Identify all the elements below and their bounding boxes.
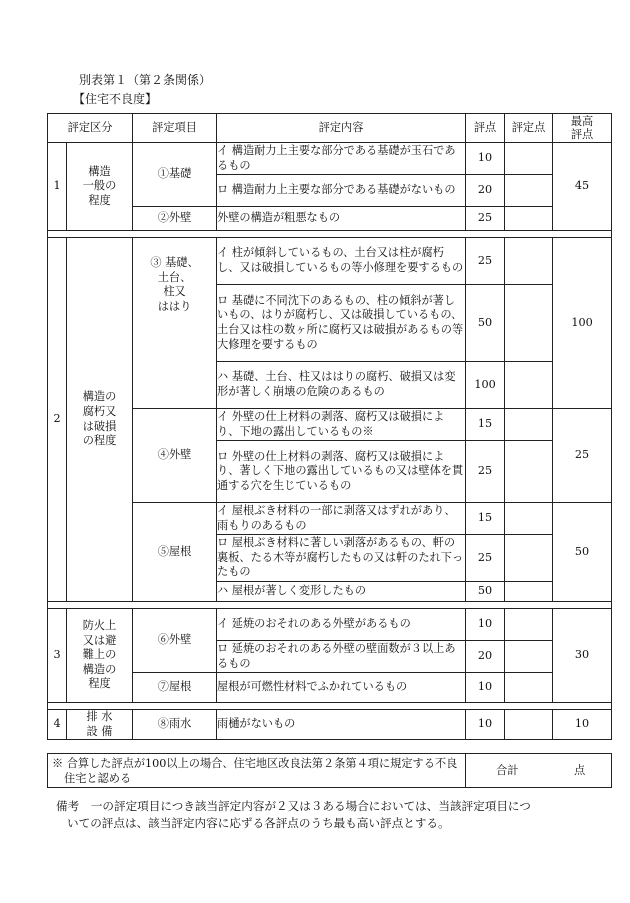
document-heading: 別表第１（第２条関係）	[79, 73, 212, 87]
header-rated-score: 評定点	[505, 114, 553, 143]
item-label: ⑧雨水	[133, 710, 217, 740]
item-label: ④外壁	[133, 409, 217, 503]
content-cell: ロ 外壁の仕上材料の剥落、腐朽又は破損により、著しく下地の露出しているもの又は壁体を貫通する穴を生じているもの	[217, 441, 466, 503]
header-max-score: 最高 評点	[553, 114, 612, 143]
max-score-cell: 100	[553, 238, 612, 409]
table-row	[48, 409, 612, 441]
total-label: 合計	[496, 764, 519, 777]
rated-score-cell	[505, 609, 553, 641]
score-cell: 25	[466, 238, 505, 285]
rated-score-cell	[505, 207, 553, 231]
remark-line-1: 備考 一の評定項目につき該当評定内容が２又は３ある場合においては、当該評定項目につ	[56, 799, 531, 813]
score-cell: 50	[466, 582, 505, 602]
content-cell: ロ 屋根ぶき材料に著しい剥落があるもの、軒の裏板、たる木等が腐朽したもの又は軒のたれ下ったもの	[217, 535, 466, 582]
max-score-cell: 30	[553, 609, 612, 703]
content-cell: イ 外壁の仕上材料の剥落、腐朽又は破損により、下地の露出しているもの※	[217, 409, 466, 441]
rated-score-cell	[505, 503, 553, 535]
category-number: 2	[48, 238, 67, 602]
section-gap	[48, 703, 612, 710]
item-label: ①基礎	[133, 143, 217, 207]
rated-score-cell	[505, 143, 553, 175]
category-label: 排 水 設 備	[67, 710, 133, 740]
content-cell: 外壁の構造が粗悪なもの	[217, 207, 466, 231]
rated-score-cell	[505, 582, 553, 602]
content-cell: ロ 基礎に不同沈下のあるもの、柱の傾斜が著しいもの、はりが腐朽し、又は破損しているもの、土台又は柱の数ヶ所に腐朽又は破損があるもの等大修理を要するもの	[217, 285, 466, 362]
content-cell: 雨樋がないもの	[217, 710, 466, 740]
rated-score-cell	[505, 673, 553, 703]
table-row	[48, 673, 612, 703]
score-cell: 10	[466, 143, 505, 175]
remark-block	[56, 798, 616, 831]
item-label: ⑥外壁	[133, 609, 217, 673]
score-cell: 25	[466, 535, 505, 582]
category-number: 4	[48, 710, 67, 740]
content-cell: ハ 基礎、土台、柱又ははりの腐朽、破損又は変形が著しく崩壊の危険のあるもの	[217, 362, 466, 409]
item-label: ②外壁	[133, 207, 217, 231]
rated-score-cell	[505, 362, 553, 409]
max-score-cell: 10	[553, 710, 612, 740]
content-cell: イ 屋根ぶき材料の一部に剥落又はずれがあり、雨もりのあるもの	[217, 503, 466, 535]
category-number: 3	[48, 609, 67, 703]
rated-score-cell	[505, 285, 553, 362]
header-score: 評点	[466, 114, 505, 143]
content-cell: イ 延焼のおそれのある外壁があるもの	[217, 609, 466, 641]
table-row	[48, 238, 612, 285]
max-score-cell: 50	[553, 503, 612, 602]
score-cell: 25	[466, 441, 505, 503]
document-subheading: 【住宅不良度】	[73, 92, 158, 106]
score-cell: 10	[466, 710, 505, 740]
table-header-row	[48, 114, 612, 143]
score-cell: 25	[466, 207, 505, 231]
score-cell: 15	[466, 409, 505, 441]
total-cell	[466, 754, 612, 788]
score-cell: 50	[466, 285, 505, 362]
score-cell: 15	[466, 503, 505, 535]
rated-score-cell	[505, 238, 553, 285]
rated-score-cell	[505, 641, 553, 673]
content-cell: ロ 延焼のおそれのある外壁の壁面数が３以上あるもの	[217, 641, 466, 673]
rated-score-cell	[505, 535, 553, 582]
category-label: 構造 一般の 程度	[67, 143, 133, 231]
header-category: 評定区分	[48, 114, 133, 143]
rated-score-cell	[505, 175, 553, 207]
section-gap	[48, 602, 612, 609]
category-label: 防火上 又は避 難上の 構造の 程度	[67, 609, 133, 703]
score-cell: 100	[466, 362, 505, 409]
footer-table	[47, 753, 612, 788]
table-row	[48, 609, 612, 641]
table-row	[48, 710, 612, 740]
max-score-cell: 45	[553, 143, 612, 231]
item-label: ⑤屋根	[133, 503, 217, 602]
remark-line-2: いての評点は、該当評定内容に応ずる各評点のうち最も高い評点とする。	[67, 815, 450, 830]
content-cell: ロ 構造耐力上主要な部分である基礎がないもの	[217, 175, 466, 207]
section-gap	[48, 231, 612, 238]
item-label: ③ 基礎、 土台、 柱又 ははり	[133, 238, 217, 409]
content-cell: イ 構造耐力上主要な部分である基礎が玉石であるもの	[217, 143, 466, 175]
rated-score-cell	[505, 710, 553, 740]
header-content: 評定内容	[217, 114, 466, 143]
rated-score-cell	[505, 409, 553, 441]
footer-note: ※ 合算した評点が100以上の場合、住宅地区改良法第２条第４項に規定する不良住宅と認める	[48, 754, 466, 788]
score-cell: 10	[466, 609, 505, 641]
item-label: ⑦屋根	[133, 673, 217, 703]
content-cell: 屋根が可燃性材料でふかれているもの	[217, 673, 466, 703]
content-cell: ハ 屋根が著しく変形したもの	[217, 582, 466, 602]
rated-score-cell	[505, 441, 553, 503]
header-item: 評定項目	[133, 114, 217, 143]
housing-defect-table	[47, 113, 612, 740]
table-row	[48, 143, 612, 175]
table-row	[48, 207, 612, 231]
total-unit: 点	[573, 764, 586, 777]
score-cell: 20	[466, 641, 505, 673]
content-cell: イ 柱が傾斜しているもの、土台又は柱が腐朽し、又は破損しているもの等小修理を要するもの	[217, 238, 466, 285]
score-cell: 20	[466, 175, 505, 207]
score-cell: 10	[466, 673, 505, 703]
max-score-cell: 25	[553, 409, 612, 503]
category-number: 1	[48, 143, 67, 231]
table-row	[48, 503, 612, 535]
category-label: 構造の 腐朽又 は破損 の程度	[67, 238, 133, 602]
